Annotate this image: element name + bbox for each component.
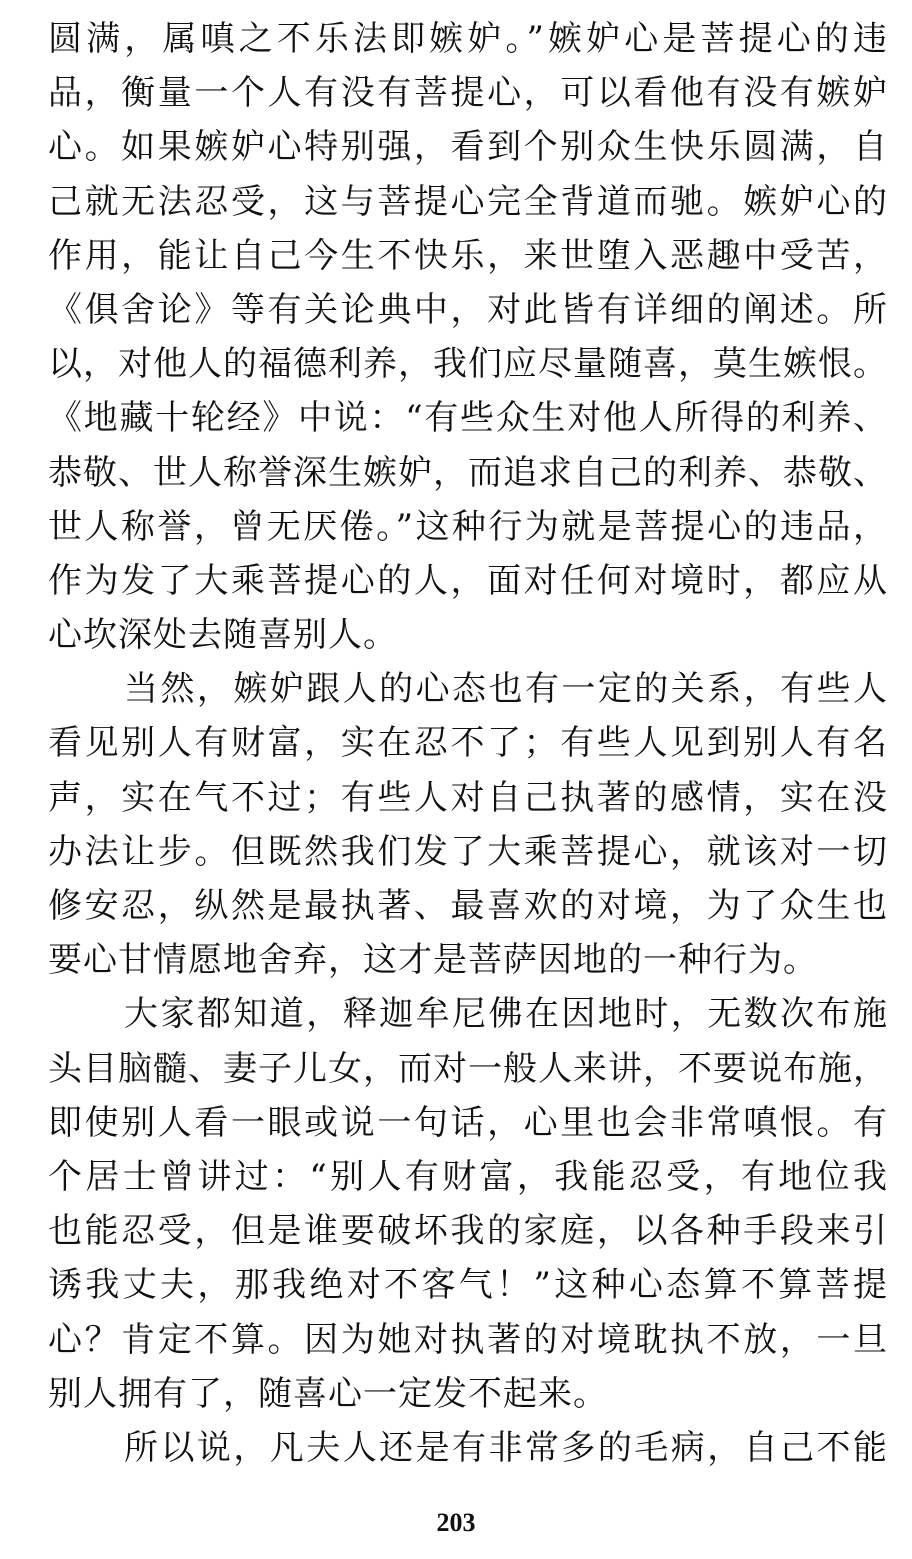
text-line: 以，对他人的福德利养，我们应尽量随喜，莫生嫉恨。 xyxy=(48,344,888,385)
text-line: 当然，嫉妒跟人的心态也有一定的关系，有些人 xyxy=(124,669,888,710)
text-line: 也能忍受，但是谁要破坏我的家庭，以各种手段来引 xyxy=(48,1211,888,1252)
body-text xyxy=(48,12,888,1475)
text-line: 己就无法忍受，这与菩提心完全背道而驰。嫉妒心的 xyxy=(48,181,888,222)
text-line: 圆满，属嗔之不乐法即嫉妒。”嫉妒心是菩提心的违 xyxy=(48,19,888,59)
text-line: 所以说，凡夫人还是有非常多的毛病，自己不能 xyxy=(124,1427,888,1468)
text-line: 诱我丈夫，那我绝对不客气！”这种心态算不算菩提 xyxy=(48,1265,888,1306)
text-line: 心。如果嫉妒心特别强，看到个别众生快乐圆满，自 xyxy=(48,127,888,168)
text-line: 《地藏十轮经》中说：“有些众生对他人所得的利养、 xyxy=(48,398,888,439)
text-line: 即使别人看一眼或说一句话，心里也会非常嗔恨。有 xyxy=(48,1102,888,1143)
paragraph xyxy=(48,1421,888,1475)
text-line: 心坎深处去随喜别人。 xyxy=(48,615,398,656)
text-line: 心？肯定不算。因为她对执著的对境耽执不放，一旦 xyxy=(48,1319,888,1360)
page-number: 203 xyxy=(436,1508,476,1537)
paragraph xyxy=(48,12,888,662)
text-line: 恭敬、世人称誉深生嫉妒，而追求自己的利养、恭敬、 xyxy=(48,452,888,493)
text-line: 修安忍，纵然是最执著、最喜欢的对境，为了众生也 xyxy=(48,886,888,926)
text-line: 办法让步。但既然我们发了大乘菩提心，就该对一切 xyxy=(48,831,888,872)
paragraph xyxy=(48,662,888,987)
text-line: 别人拥有了，随喜心一定发不起来。 xyxy=(48,1373,608,1414)
text-line: 个居士曾讲过：“别人有财富，我能忍受，有地位我 xyxy=(48,1156,888,1197)
text-line: 要心甘情愿地舍弃，这才是菩萨因地的一种行为。 xyxy=(48,940,818,981)
text-line: 看见别人有财富，实在忍不了；有些人见到别人有名 xyxy=(48,723,888,764)
paragraph xyxy=(48,987,888,1421)
text-line: 头目脑髓、妻子儿女，而对一般人来讲，不要说布施， xyxy=(48,1048,888,1089)
text-line: 世人称誉，曾无厌倦。”这种行为就是菩提心的违品， xyxy=(48,506,888,547)
text-line: 《俱舍论》等有关论典中，对此皆有详细的阐述。所 xyxy=(48,289,888,330)
text-line: 声，实在气不过；有些人对自己执著的感情，实在没 xyxy=(48,777,888,818)
text-line: 作为发了大乘菩提心的人，面对任何对境时，都应从 xyxy=(48,560,888,601)
text-line: 大家都知道，释迦牟尼佛在因地时，无数次布施 xyxy=(124,994,888,1035)
text-line: 作用，能让自己今生不快乐，来世堕入恶趣中受苦， xyxy=(48,235,888,276)
text-line: 品，衡量一个人有没有菩提心，可以看他有没有嫉妒 xyxy=(48,73,888,114)
